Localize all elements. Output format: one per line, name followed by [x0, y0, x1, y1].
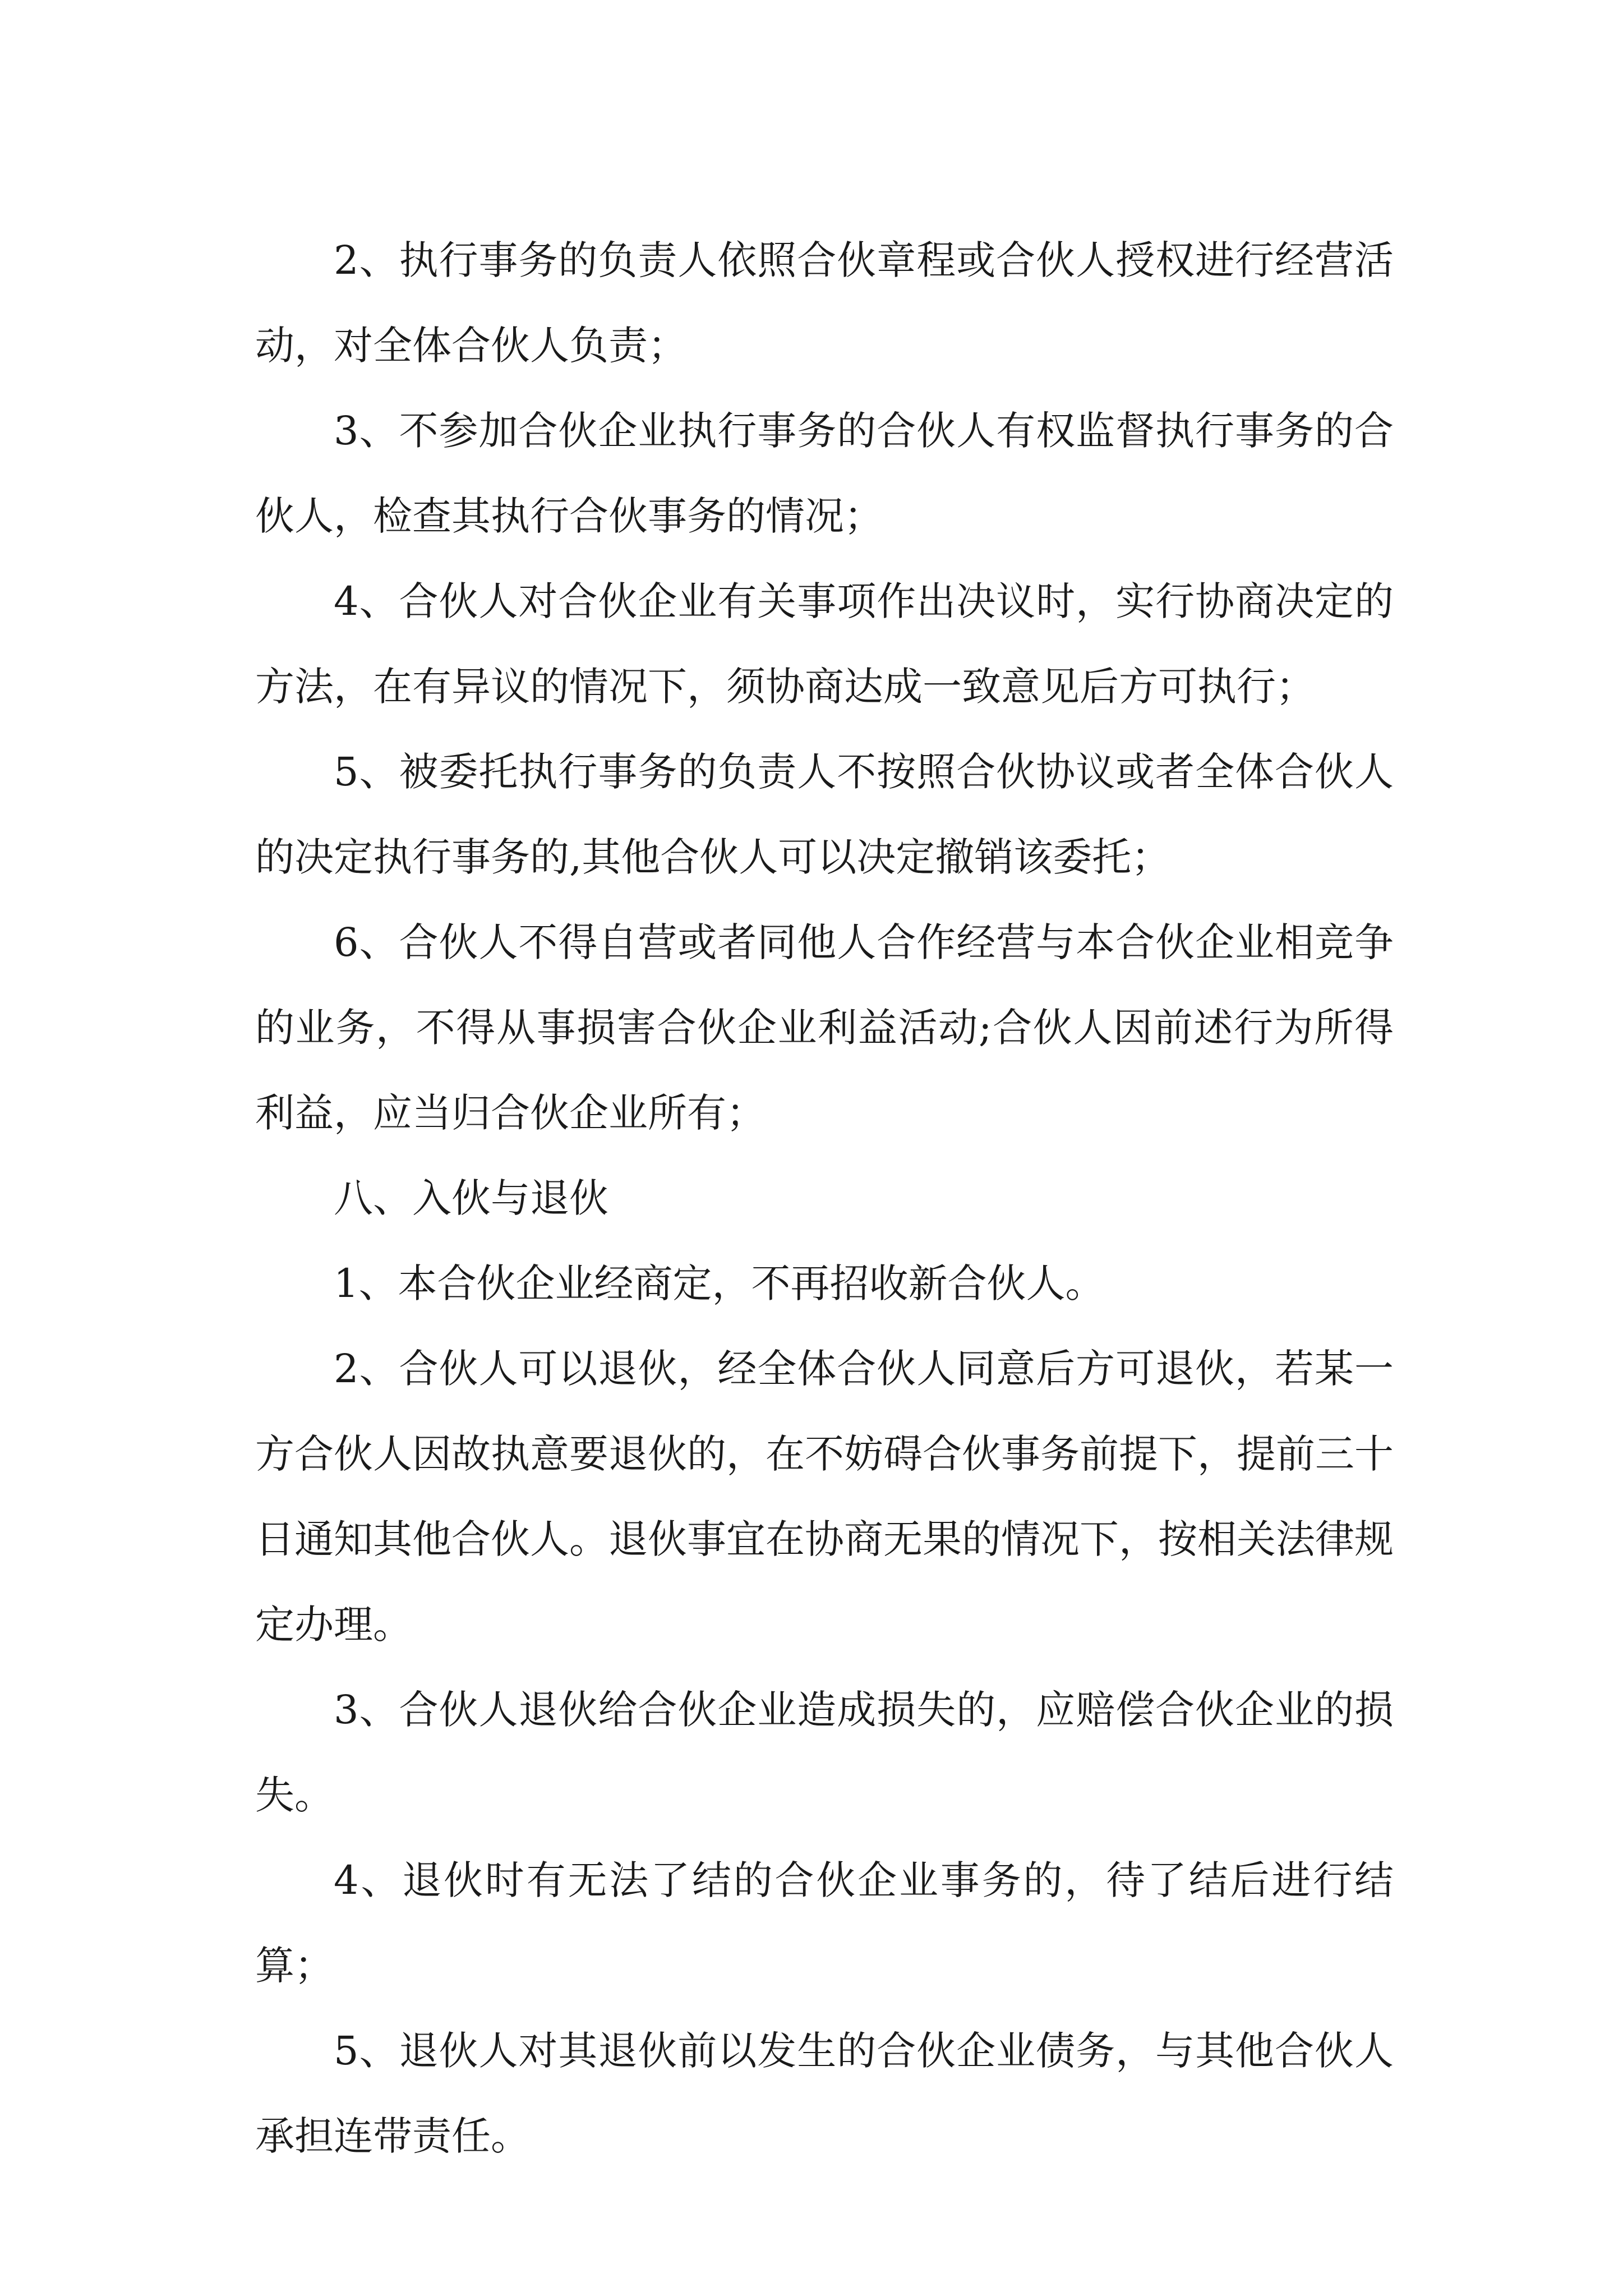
clause-8-2: 2、合伙人可以退伙，经全体合伙人同意后方可退伙，若某一方合伙人因故执意要退伙的，在不妨碍合伙事务前提下，提前三十日通知其他合伙人。退伙事宜在协商无果的情况下，按相关法律规定办理。 — [255, 1346, 1394, 1648]
clause-8-4: 4、退伙时有无法了结的合伙企业事务的，待了结后进行结算； — [255, 1857, 1394, 1989]
clause-7-4: 4、合伙人对合伙企业有关事项作出决议时，实行协商决定的方法，在有异议的情况下，须协商达成一致意见后方可执行； — [255, 578, 1394, 710]
clause-7-3: 3、不参加合伙企业执行事务的合伙人有权监督执行事务的合伙人，检查其执行合伙事务的情况； — [255, 408, 1394, 539]
clause-7-2: 2、执行事务的负责人依照合伙章程或合伙人授权进行经营活动，对全体合伙人负责； — [255, 237, 1394, 369]
clause-8-5: 5、退伙人对其退伙前以发生的合伙企业债务，与其他合伙人承担连带责任。 — [255, 2028, 1394, 2159]
section-heading-8: 八、入伙与退伙 — [334, 1175, 608, 1221]
clause-7-6: 6、合伙人不得自营或者同他人合作经营与本合伙企业相竞争的业务，不得从事损害合伙企业利益活动;合伙人因前述行为所得利益，应当归合伙企业所有； — [255, 919, 1394, 1136]
clause-8-3: 3、合伙人退伙给合伙企业造成损失的，应赔偿合伙企业的损失。 — [255, 1687, 1394, 1818]
clause-7-5: 5、被委托执行事务的负责人不按照合伙协议或者全体合伙人的决定执行事务的,其他合伙人可以决定撤销该委托； — [255, 749, 1394, 880]
clause-8-1: 1、本合伙企业经商定，不再招收新合伙人。 — [334, 1260, 1105, 1306]
document-body — [255, 218, 1394, 2179]
